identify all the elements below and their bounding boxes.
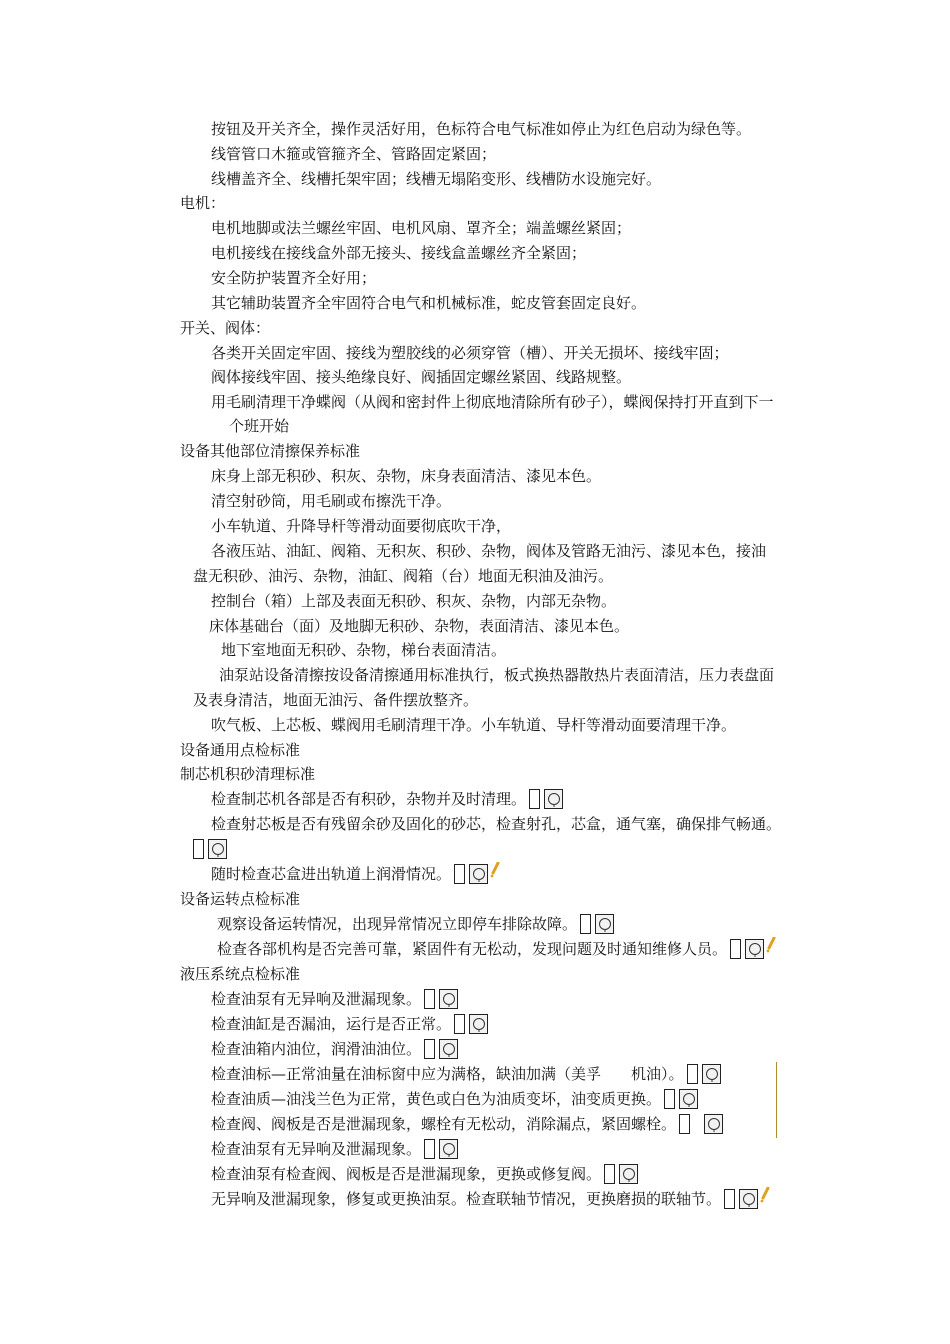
empty-checkbox-icon[interactable] <box>424 1139 435 1159</box>
empty-checkbox-icon[interactable] <box>730 939 741 959</box>
indicator-lamp-icon <box>619 1164 638 1184</box>
empty-checkbox-icon[interactable] <box>679 1114 690 1134</box>
text-line: 个班开始 <box>229 417 290 435</box>
text-line: 吹气板、上芯板、蝶阀用毛刷清理干净。小车轨道、导杆等滑动面要清理干净。 <box>211 716 737 734</box>
text-line: 其它辅助装置齐全牢固符合电气和机械标准，蛇皮管套固定良好。 <box>211 294 647 312</box>
text-line: 各类开关固定牢固、接线为塑胶线的必须穿管（槽）、开关无损坏、接线牢固； <box>211 344 729 362</box>
indicator-lamp-icon <box>679 1089 698 1109</box>
section-heading: 设备其他部位清擦保养标准 <box>180 442 361 460</box>
section-heading: 开关、阀体： <box>180 319 271 337</box>
pencil-icon <box>760 1186 770 1210</box>
section-heading: 设备运转点检标准 <box>180 890 301 908</box>
empty-checkbox-icon[interactable] <box>193 839 204 859</box>
text-line: 检查油质—油浅兰色为正常，黄色或白色为油质变坏，油变质更换。 <box>211 1086 698 1110</box>
indicator-lamp-icon <box>439 989 458 1009</box>
section-heading: 设备通用点检标准 <box>180 741 301 759</box>
section-heading: 制芯机积砂清理标准 <box>180 765 316 783</box>
indicator-lamp-icon <box>208 839 227 859</box>
text-line: 小车轨道、升降导杆等滑动面要彻底吹干净， <box>211 517 512 535</box>
text-line: 床身上部无积砂、积灰、杂物，床身表面清洁、漆见本色。 <box>211 467 602 485</box>
text-line: 检查油箱内油位，润滑油油位。 <box>211 1036 458 1060</box>
empty-checkbox-icon[interactable] <box>454 1014 465 1034</box>
empty-checkbox-icon[interactable] <box>454 864 465 884</box>
text-line: 检查油缸是否漏油，运行是否正常。 <box>211 1011 488 1035</box>
empty-checkbox-icon[interactable] <box>424 989 435 1009</box>
text-line: 观察设备运转情况，出现异常情况立即停车排除故障。 <box>217 911 614 935</box>
text-line: 检查油泵有检查阀、阀板是否是泄漏现象，更换或修复阀。 <box>211 1161 638 1185</box>
text-line: 油泵站设备清擦按设备清擦通用标准执行，板式换热器散热片表面清洁，压力表盘面 <box>219 666 775 684</box>
text-line: 检查射芯板是否有残留余砂及固化的砂芯，检查射孔，芯盒，通气塞，确保排气畅通。 <box>211 815 782 833</box>
text-line: 检查制芯机各部是否有积砂，杂物并及时清理。 <box>211 786 563 810</box>
text-line: 清空射砂筒，用毛刷或布擦洗干净。 <box>211 492 452 510</box>
empty-checkbox-icon[interactable] <box>424 1039 435 1059</box>
text-line: 线管管口木箍或管箍齐全、管路固定紧固； <box>211 145 497 163</box>
indicator-lamp-icon <box>704 1114 723 1134</box>
text-line: 阀体接线牢固、接头绝缘良好、阀插固定螺丝紧固、线路规整。 <box>211 368 632 386</box>
text-line: 线槽盖齐全、线槽托架牢固；线槽无塌陷变形、线槽防水设施完好。 <box>211 170 662 188</box>
text-line: 检查油泵有无异响及泄漏现象。 <box>211 1136 458 1160</box>
text-line: 检查阀、阀板是否是泄漏现象，螺栓有无松动，消除漏点，紧固螺栓。 <box>211 1111 723 1135</box>
empty-checkbox-icon[interactable] <box>687 1064 698 1084</box>
text-line: 盘无积砂、油污、杂物，油缸、阀箱（台）地面无积油及油污。 <box>193 567 614 585</box>
indicator-lamp-icon <box>544 789 563 809</box>
indicator-lamp-icon <box>595 914 614 934</box>
margin-rule <box>776 1062 777 1138</box>
empty-checkbox-icon[interactable] <box>724 1189 735 1209</box>
text-line: 无异响及泄漏现象，修复或更换油泵。检查联轴节情况，更换磨损的联轴节。 <box>211 1186 770 1210</box>
empty-checkbox-icon[interactable] <box>664 1089 675 1109</box>
text-line: 检查油泵有无异响及泄漏现象。 <box>211 986 458 1010</box>
indicator-lamp-icon <box>439 1139 458 1159</box>
icon-line <box>190 836 227 860</box>
text-line: 各液压站、油缸、阀箱、无积灰、积砂、杂物，阀体及管路无油污、漆见本色，接油 <box>211 542 767 560</box>
text-line: 检查各部机构是否完善可靠，紧固件有无松动，发现问题及时通知维修人员。 <box>217 936 776 960</box>
indicator-lamp-icon <box>469 864 488 884</box>
pencil-icon <box>766 936 776 960</box>
text-line: 控制台（箱）上部及表面无积砂、积灰、杂物，内部无杂物。 <box>211 592 617 610</box>
empty-checkbox-icon[interactable] <box>580 914 591 934</box>
text-line: 按钮及开关齐全，操作灵活好用，色标符合电气标准如停止为红色启动为绿色等。 <box>211 120 752 138</box>
section-heading: 液压系统点检标准 <box>180 965 301 983</box>
text-line: 地下室地面无积砂、杂物，梯台表面清洁。 <box>221 641 507 659</box>
pencil-icon <box>490 861 500 885</box>
indicator-lamp-icon <box>469 1014 488 1034</box>
text-line: 检查油标—正常油量在油标窗中应为满格，缺油加满（美孚 机油）。 <box>211 1061 721 1085</box>
text-line: 及表身清洁，地面无油污、备件摆放整齐。 <box>193 691 479 709</box>
section-heading: 电机： <box>180 194 226 212</box>
empty-checkbox-icon[interactable] <box>529 789 540 809</box>
empty-checkbox-icon[interactable] <box>604 1164 615 1184</box>
text-line: 电机接线在接线盒外部无接头、接线盒盖螺丝齐全紧固； <box>211 244 587 262</box>
indicator-lamp-icon <box>745 939 764 959</box>
text-line: 床体基础台（面）及地脚无积砂、杂物，表面清洁、漆见本色。 <box>209 617 630 635</box>
indicator-lamp-icon <box>739 1189 758 1209</box>
indicator-lamp-icon <box>439 1039 458 1059</box>
text-line: 随时检查芯盒进出轨道上润滑情况。 <box>211 861 500 885</box>
text-line: 安全防护装置齐全好用； <box>211 269 377 287</box>
text-line: 电机地脚或法兰螺丝牢固、电机风扇、罩齐全；端盖螺丝紧固； <box>211 219 632 237</box>
indicator-lamp-icon <box>702 1064 721 1084</box>
text-line: 用毛刷清理干净蝶阀（从阀和密封件上彻底地清除所有砂子），蝶阀保持打开直到下一 <box>211 393 774 411</box>
